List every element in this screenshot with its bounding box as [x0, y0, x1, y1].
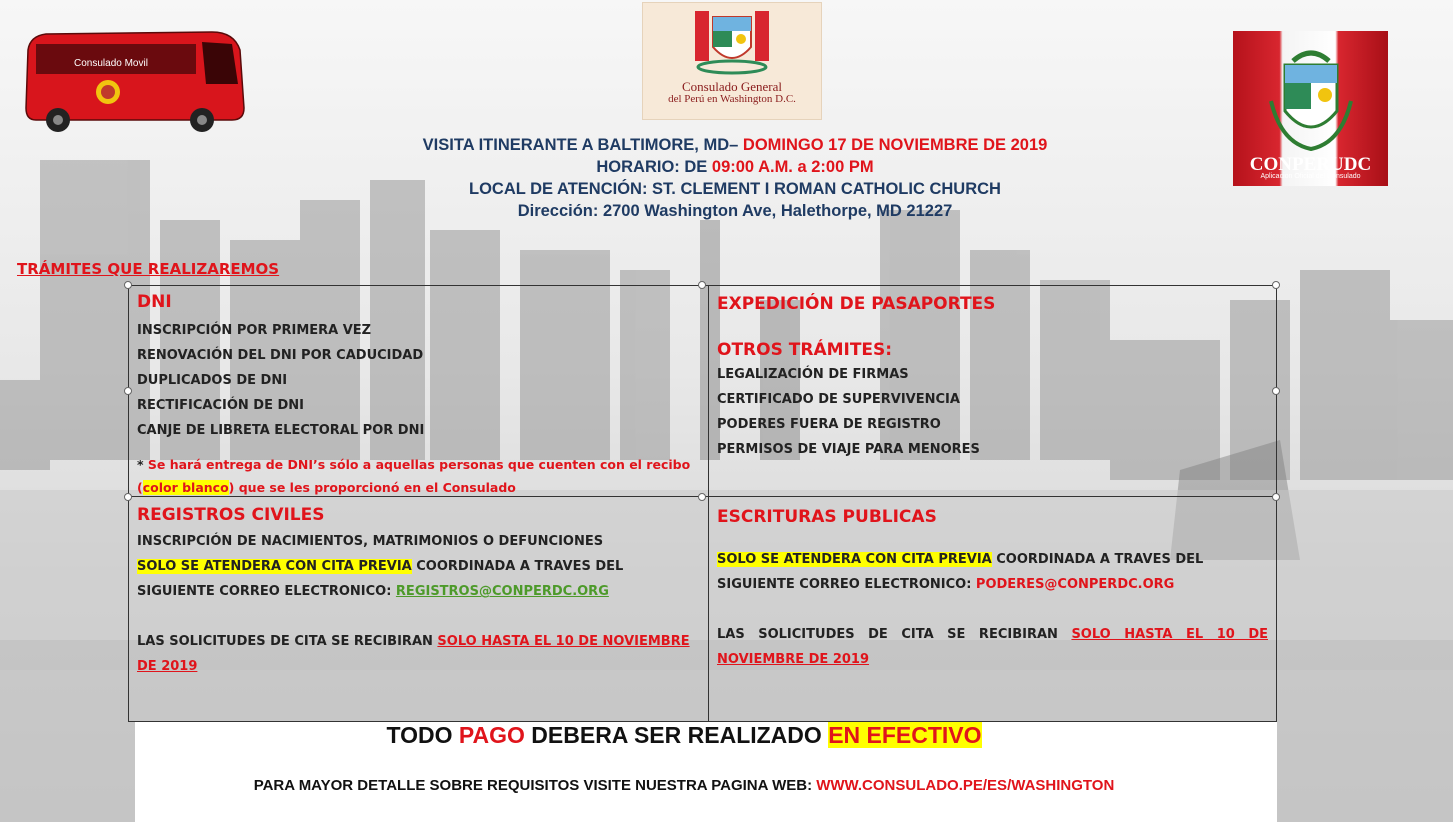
- escrituras-title: ESCRITURAS PUBLICAS: [717, 507, 937, 527]
- app-subtitle: Aplicacion Oficial del Consulado: [1260, 173, 1361, 180]
- plazo-text: LAS SOLICITUDES DE CITA SE RECIBIRAN: [137, 634, 438, 649]
- peru-coat-of-arms-icon: [643, 3, 821, 79]
- registros-cita-line: [137, 554, 700, 579]
- schedule-hours: 09:00 A.M. a 2:00 PM: [711, 158, 874, 176]
- section-title: TRÁMITES QUE REALIZAREMOS: [17, 260, 280, 278]
- registros-line: INSCRIPCIÓN DE NACIMIENTOS, MATRIMONIOS O DEFUNCIONES: [137, 534, 604, 549]
- email-label: SIGUIENTE CORREO ELECTRONICO:: [717, 577, 976, 592]
- consulate-seal-logo: [642, 2, 822, 120]
- seal-text-line2: del Perú en Washington D.C.: [668, 93, 796, 105]
- selection-handle[interactable]: [698, 493, 706, 501]
- pay-word: PAGO: [458, 722, 525, 748]
- footer-panel: [135, 722, 1277, 822]
- pasaportes-title: EXPEDICIÓN DE PASAPORTES: [717, 294, 996, 314]
- header-line-address: Dirección: 2700 Washington Ave, Halethorpe, MD 21227: [517, 202, 953, 220]
- bus-label: Consulado Movil: [74, 58, 148, 69]
- app-name: CONPERUDC: [1249, 154, 1372, 175]
- selection-handle[interactable]: [1272, 493, 1280, 501]
- email-label: SIGUIENTE CORREO ELECTRONICO:: [137, 584, 396, 599]
- pay-cash: EN EFECTIVO: [828, 722, 982, 748]
- selection-handle[interactable]: [698, 281, 706, 289]
- registros-title: REGISTROS CIVILES: [137, 505, 325, 525]
- otros-item: PODERES FUERA DE REGISTRO: [717, 417, 941, 432]
- selection-handle[interactable]: [124, 493, 132, 501]
- poderes-email-link[interactable]: PODERES@CONPERDC.ORG: [975, 577, 1175, 592]
- pasaportes-cell: [709, 285, 1277, 497]
- dni-item: RECTIFICACIÓN DE DNI: [137, 398, 304, 413]
- visit-date: DOMINGO 17 DE NOVIEMBRE DE 2019: [742, 136, 1048, 154]
- cita-highlight: SOLO SE ATENDERA CON CITA PREVIA: [137, 559, 412, 574]
- website-notice: [135, 777, 1233, 794]
- otros-item: PERMISOS DE VIAJE PARA MENORES: [717, 442, 980, 457]
- pay-text: DEBERA SER REALIZADO: [524, 722, 829, 748]
- registros-email-link[interactable]: REGISTROS@CONPERDC.ORG: [395, 584, 609, 599]
- escrituras-cita-line: [717, 547, 1268, 572]
- plazo-date: SOLO HASTA EL 10 DE NOVIEMBRE DE 2019: [137, 634, 690, 674]
- escrituras-plazo: [717, 622, 1268, 672]
- selection-handle[interactable]: [1272, 387, 1280, 395]
- dni-cell: [128, 285, 709, 497]
- selection-handle[interactable]: [124, 387, 132, 395]
- selection-handle[interactable]: [1272, 281, 1280, 289]
- otros-item: LEGALIZACIÓN DE FIRMAS: [717, 367, 909, 382]
- web-text: PARA MAYOR DETALLE SOBRE REQUISITOS VISITE NUESTRA PAGINA WEB:: [253, 777, 817, 794]
- schedule-label: HORARIO: DE: [596, 158, 712, 176]
- registros-cell: [128, 497, 709, 722]
- dni-item: CANJE DE LIBRETA ELECTORAL POR DNI: [137, 423, 425, 438]
- dni-item: DUPLICADOS DE DNI: [137, 373, 288, 388]
- dni-item: RENOVACIÓN DEL DNI POR CADUCIDAD: [137, 348, 424, 363]
- note-paren-open: (: [137, 480, 143, 495]
- mobile-consulate-bus-image: [22, 28, 250, 138]
- peru-shield-icon: [1233, 31, 1388, 171]
- escrituras-cell: [709, 497, 1277, 722]
- escrituras-email-line: [717, 572, 1268, 597]
- pay-text: TODO: [386, 722, 459, 748]
- cita-rest: COORDINADA A TRAVES DEL: [991, 552, 1204, 567]
- registros-email-line: [137, 579, 700, 604]
- header-line-venue: LOCAL DE ATENCIÓN: ST. CLEMENT I ROMAN CATHOLIC CHURCH: [469, 180, 1001, 198]
- note-text: Se hará entrega de DNI’s sólo a aquellas personas que cuenten con el recibo: [147, 457, 691, 472]
- visit-city: VISITA ITINERANTE A BALTIMORE, MD–: [422, 136, 743, 154]
- note-highlight: color blanco: [142, 480, 229, 495]
- dni-title: DNI: [137, 292, 172, 312]
- payment-notice: [135, 722, 1233, 749]
- plazo-date: SOLO HASTA EL 10 DE NOVIEMBRE DE 2019: [717, 627, 1268, 667]
- dni-note: [137, 453, 700, 499]
- otros-tramites-title: OTROS TRÁMITES:: [717, 340, 893, 360]
- website-link[interactable]: WWW.CONSULADO.PE/ES/WASHINGTON: [816, 777, 1115, 794]
- header-line-schedule: [290, 158, 1180, 177]
- note-asterisk: *: [137, 457, 148, 472]
- services-table: [128, 285, 1277, 722]
- dni-item: INSCRIPCIÓN POR PRIMERA VEZ: [137, 323, 372, 338]
- registros-plazo: [137, 629, 700, 679]
- selection-handle[interactable]: [124, 281, 132, 289]
- cita-rest: COORDINADA A TRAVES DEL: [411, 559, 624, 574]
- plazo-text: LAS SOLICITUDES DE CITA SE RECIBIRAN: [717, 627, 1072, 642]
- note-text-end: ) que se les proporcionó en el Consulado: [228, 480, 516, 495]
- header-line-visit: [290, 136, 1180, 155]
- cita-highlight: SOLO SE ATENDERA CON CITA PREVIA: [717, 552, 992, 567]
- seal-text-line1: Consulado General: [681, 79, 782, 94]
- otros-item: CERTIFICADO DE SUPERVIVENCIA: [717, 392, 960, 407]
